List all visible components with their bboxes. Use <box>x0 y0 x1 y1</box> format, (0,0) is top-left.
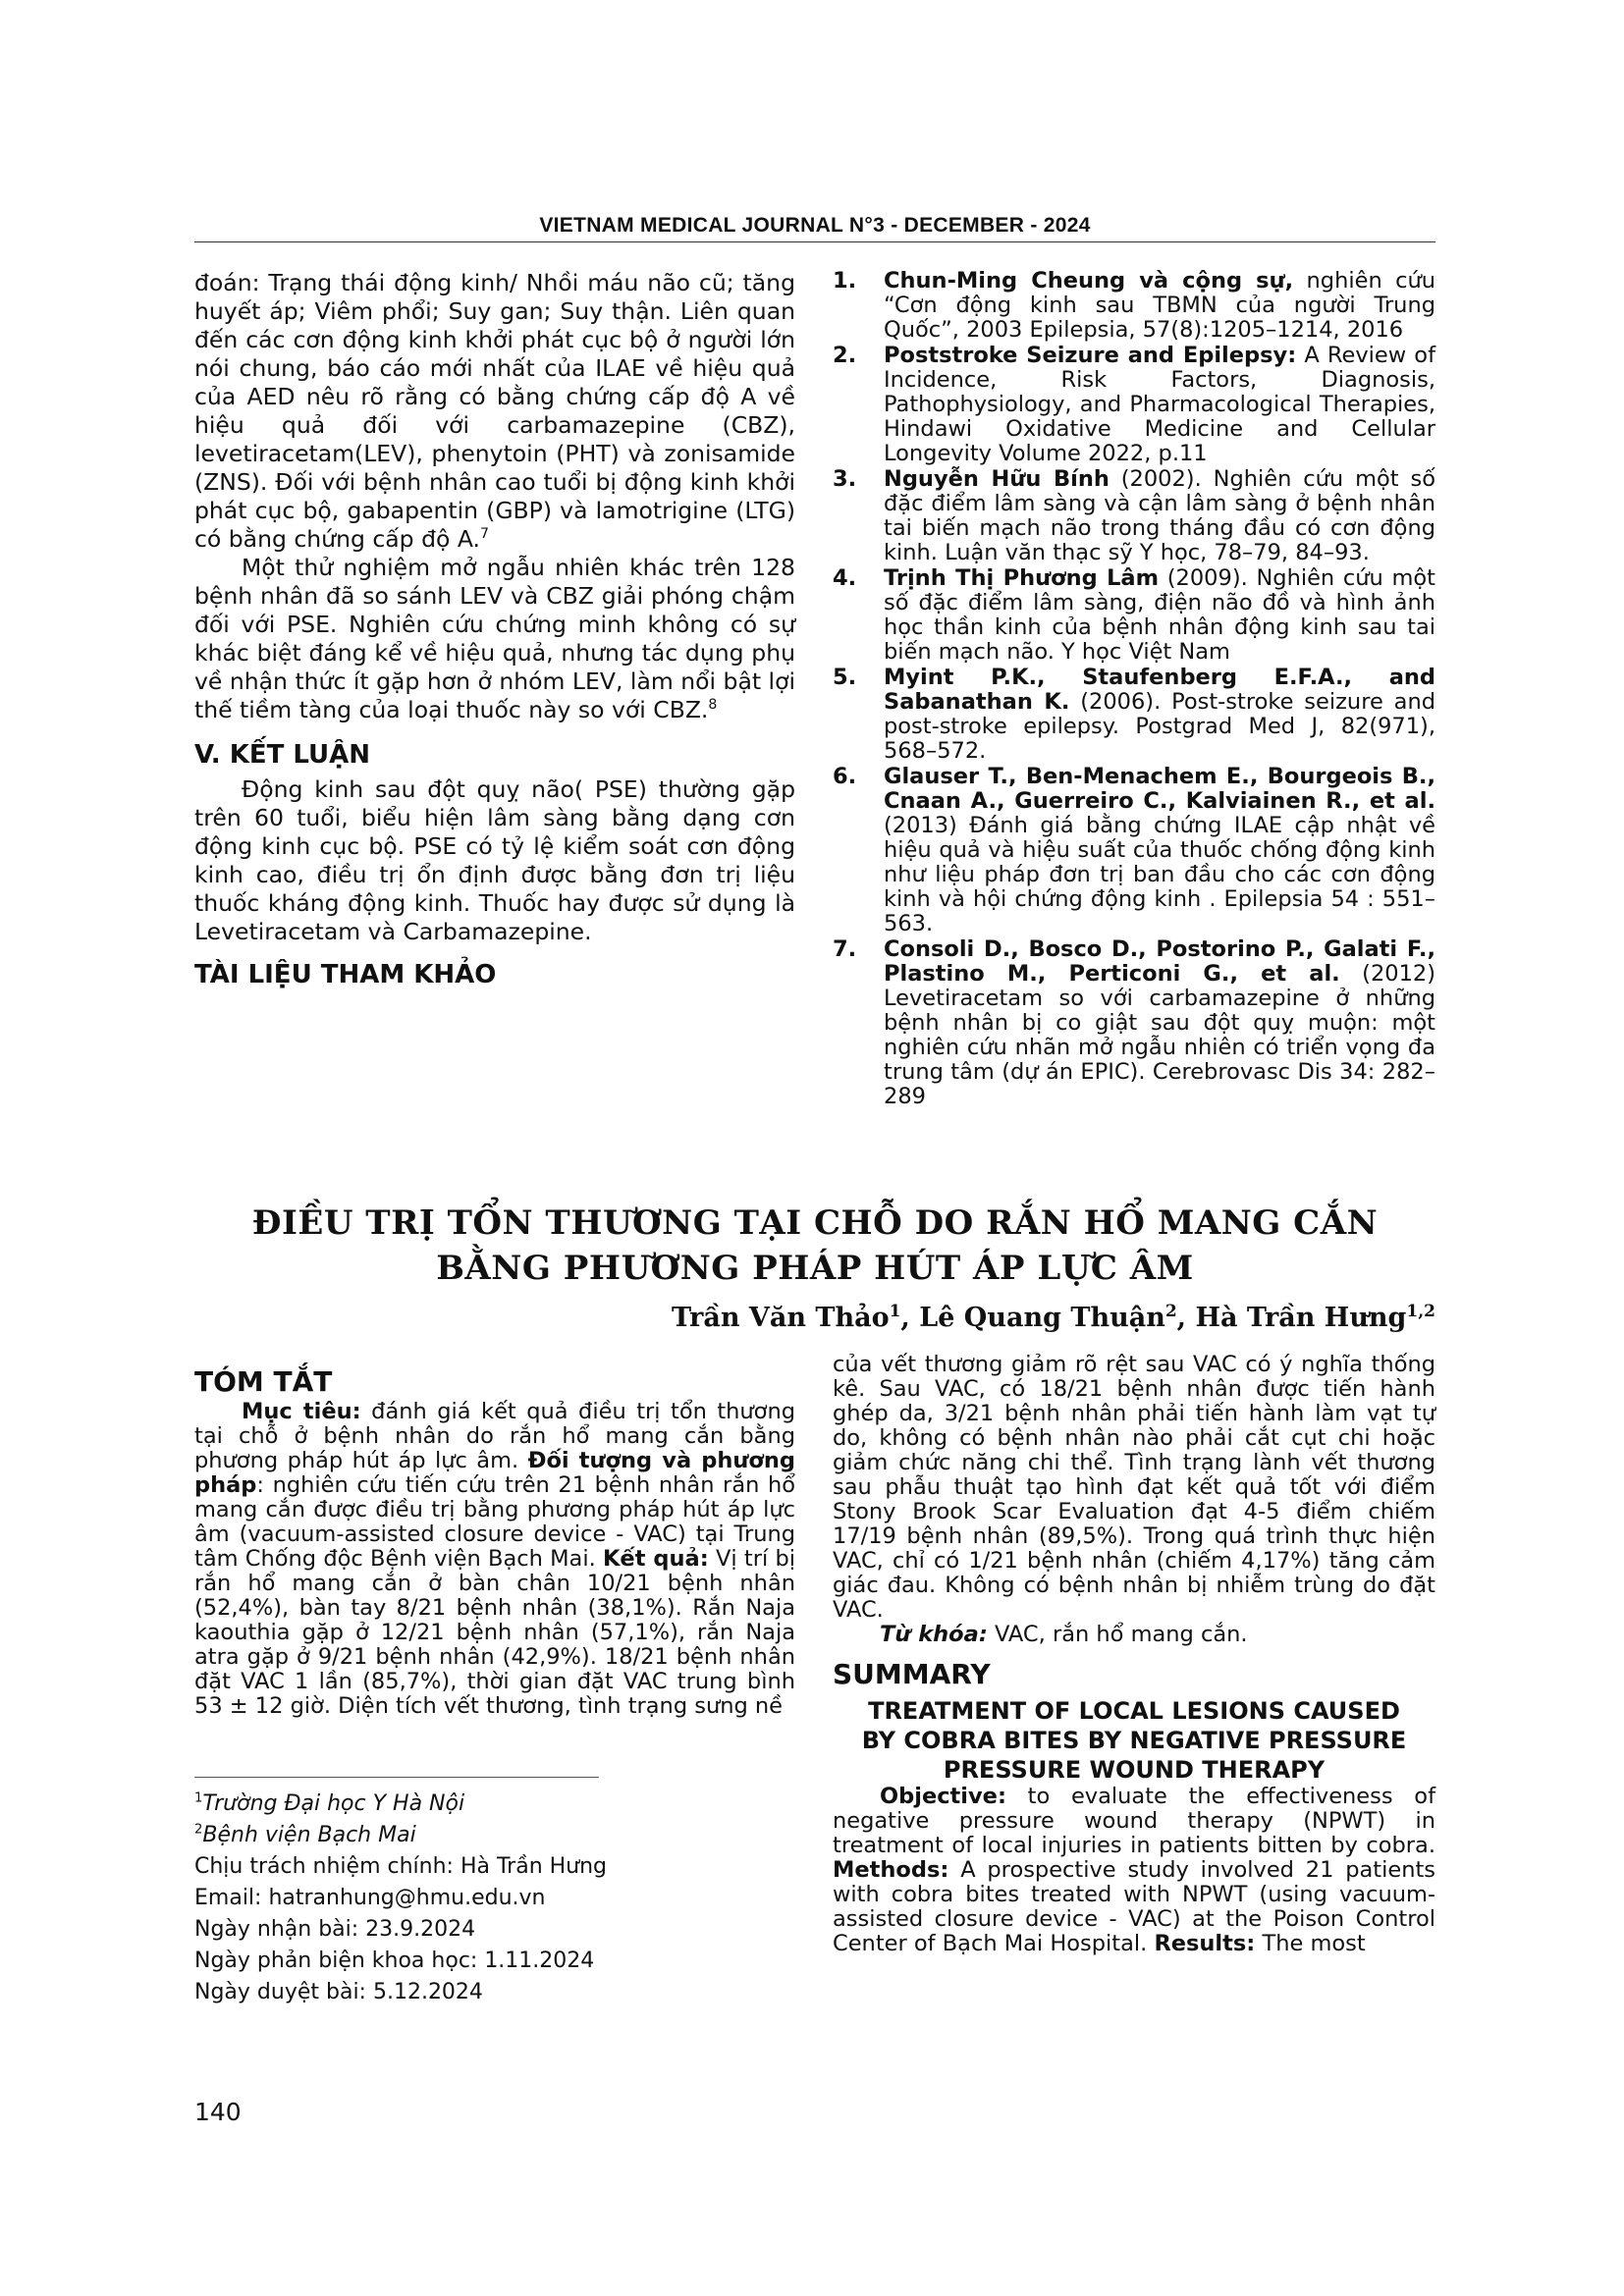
affiliation-text: Bệnh viện Bạch Mai <box>202 1823 416 1847</box>
article-title <box>194 1201 1435 1291</box>
keywords-text: VAC, rắn hổ mang cắn. <box>987 1622 1248 1647</box>
reference-item <box>833 566 1435 665</box>
upper-left-column <box>194 269 795 995</box>
section-heading-conclusion: V. KẾT LUẬN <box>194 740 371 770</box>
reference-number: 4. <box>833 565 857 591</box>
reference-authors: Myint P.K., Staufenberg E.F.A., and Sabanathan K. <box>884 665 1435 715</box>
paragraph-conclusion: Động kinh sau đột quỵ não( PSE) thường gặp trên 60 tuổi, biểu hiện lâm sàng bằng dạng cơn động kinh cục bộ. PSE có tỷ lệ kiểm soát cơn động kinh cao, điều trị ổn định được bằng đơn trị liệu thuốc kháng động kinh. Thuốc hay được sử dụng là Levetiracetam và Carbamazepine. <box>194 775 795 945</box>
summary-title <box>833 1696 1435 1785</box>
reference-authors: Chun-Ming Cheung và cộng sự, <box>884 268 1294 294</box>
authors-line: Trần Văn Thảo$^1$, Lê Quang Thuận$^2$, Hà Trần Hưng$^{1,2}$ <box>672 1302 1435 1333</box>
references-list <box>833 269 1435 1109</box>
author-affiliation-ref: 1 <box>889 1302 901 1321</box>
affiliation-1 <box>194 1789 795 1820</box>
reference-item <box>833 666 1435 764</box>
abstract-text: đánh giá kết quả điều trị tổn thương tại chỗ ở bệnh nhân do rắn hổ mang cắn bằng phương pháp hút áp lực âm. <box>194 1399 795 1473</box>
accepted-date: Ngày duyệt bài: 5.12.2024 <box>194 1980 483 2004</box>
reference-details: (2009). Nghiên cứu một số đặc điểm lâm sàng, điện não đồ và hình ảnh học thần kinh của bệnh nhân động kinh sau tai biến mạch não. Y học Việt Nam <box>884 565 1436 665</box>
paragraph-lev-cbz <box>194 554 795 724</box>
references-column <box>833 269 1435 1110</box>
reference-authors: Trịnh Thị Phương Lâm <box>884 565 1160 591</box>
journal-header: VIETNAM MEDICAL JOURNAL N°3 - DECEMBER - 2024 <box>539 214 1091 237</box>
label-objective: Mục tiêu: <box>242 1399 361 1424</box>
author-affiliation-ref: 1,2 <box>1406 1302 1435 1321</box>
label-methods: Đối tượng và phương pháp <box>194 1448 795 1498</box>
summary-text: The most <box>1255 1931 1366 1956</box>
summary-title-line: BY COBRA BITES BY NEGATIVE PRESSURE <box>861 1727 1407 1754</box>
abstract-heading: TÓM TẮT <box>194 1365 333 1398</box>
keywords <box>833 1623 1435 1647</box>
author-name: Lê Quang Thuận <box>919 1303 1165 1333</box>
abstract-paragraph <box>194 1400 795 1719</box>
summary-title-line: PRESSURE WOUND THERAPY <box>943 1756 1326 1784</box>
reference-item <box>833 344 1435 466</box>
header-rule <box>194 241 1435 242</box>
reference-details: A Review of Incidence, Risk Factors, Diagnosis, Pathophysiology, and Pharmacological Therapies, Hindawi Oxidative Medicine and Cellular Longevity Volume 2022, p.11 <box>884 343 1435 466</box>
reference-authors: Nguyễn Hữu Bính <box>884 466 1110 492</box>
affiliation-marker: 2 <box>194 1822 203 1838</box>
received-date: Ngày nhận bài: 23.9.2024 <box>194 1917 476 1942</box>
reference-number: 6. <box>833 764 857 789</box>
section-heading-references: TÀI LIỆU THAM KHẢO <box>194 960 497 989</box>
abstract-continued: của vết thương giảm rõ rệt sau VAC có ý nghĩa thống kê. Sau VAC, có 18/21 bệnh nhân được tiến hành ghép da, 3/21 bệnh nhân phải tiến hành làm vạt tự do, không có bệnh nhân nào phải cắt cụt chi hoặc giảm chức năng chi thể. Tình trạng lành vết thương sau phẫu thuật tạo hình đạt kết quả tốt với điểm Stony Brook Scar Evaluation đạt 4-5 điểm chiếm 17/19 bệnh nhân (89,5%). Trong quá trình thực hiện VAC, chỉ có 1/21 bệnh nhân (chiếm 4,17%) tăng cảm giác đau. Không có bệnh nhân bị nhiễm trùng do đặt VAC. <box>833 1352 1435 1623</box>
reference-number: 3. <box>833 466 857 492</box>
abstract-text: Vị trí bị rắn hổ mang cắn ở bàn chân 10/21 bệnh nhân (52,4%), bàn tay 8/21 bệnh nhân (38,1%). Rắn Naja kaouthia gặp ở 12/21 bệnh nhân (57,1%), rắn Naja atra gặp ở 9/21 bệnh nhân (42,9%). 18/21 bệnh nhân đặt VAC 1 lần (85,7%), thời gian đặt VAC trung bình 53 ± 12 giờ. Diện tích vết thương, tình trạng sưng nề <box>194 1546 795 1719</box>
reference-number: 1. <box>833 268 857 294</box>
email: Email: hatranhung@hmu.edu.vn <box>194 1886 546 1910</box>
abstract-left-column <box>194 1364 795 1719</box>
reference-number: 7. <box>833 936 857 962</box>
keywords-label: Từ khóa: <box>880 1622 988 1647</box>
author-name: Trần Văn Thảo <box>672 1303 890 1333</box>
label-objective: Objective: <box>880 1784 1006 1809</box>
paragraph-continued <box>194 269 795 554</box>
reference-authors: Consoli D., Bosco D., Postorino P., Galati F., Plastino M., Perticoni G., et al. <box>884 936 1435 987</box>
reference-item <box>833 937 1435 1109</box>
footnotes <box>194 1789 795 2008</box>
article-title-line: BẰNG PHƯƠNG PHÁP HÚT ÁP LỰC ÂM <box>436 1249 1194 1288</box>
author-name: Hà Trần Hưng <box>1195 1303 1407 1333</box>
reference-details: (2012) Levetiracetam so với carbamazepine ở những bệnh nhân bị co giật sau đột quỵ muộn: một nghiên cứu nhãn mở ngẫu nhiên có triển vọng đa trung tâm (dự án EPIC). Cerebrovasc Dis 34: 282–289 <box>884 961 1435 1109</box>
reference-authors: Glauser T., Ben-Menachem E., Bourgeois B., Cnaan A., Guerreiro C., Kalviainen R., et al. <box>884 764 1435 814</box>
label-results: Results: <box>1154 1931 1256 1956</box>
reference-details: (2013) Đánh giá bằng chứng ILAE cập nhật về hiệu quả và hiệu suất của thuốc chống động kinh như liệu pháp đơn trị ban đầu cho các cơn động kinh và hội chứng động kinh . Epilepsia 54 : 551–563. <box>884 813 1435 936</box>
reference-details: (2006). Post-stroke seizure and post-stroke epilepsy. Postgrad Med J, 82(971), 568–572. <box>884 689 1435 764</box>
reference-item <box>833 765 1435 936</box>
paragraph-text: Một thử nghiệm mở ngẫu nhiên khác trên 128 bệnh nhân đã so sánh LEV và CBZ giải phóng chậm đối với PSE. Nghiên cứu chứng minh không có sự khác biệt đáng kể về hiệu quả, nhưng tác dụng phụ về nhận thức ít gặp hơn ở nhóm LEV, làm nổi bật lợi thế tiềm tàng của loại thuốc này so với CBZ. <box>194 554 795 723</box>
citation-ref: 8 <box>708 697 718 714</box>
reference-number: 2. <box>833 343 857 368</box>
label-results: Kết quả: <box>603 1546 709 1572</box>
reference-item <box>833 269 1435 343</box>
abstract-right-column <box>833 1353 1435 1956</box>
summary-title-line: TREATMENT OF LOCAL LESIONS CAUSED <box>868 1697 1400 1725</box>
reviewed-date: Ngày phản biện khoa học: 1.11.2024 <box>194 1949 595 1973</box>
summary-text: to evaluate the effectiveness of negative pressure wound therapy (NPWT) in treatment of local injuries in patients bitten by cobra. <box>833 1784 1435 1858</box>
reference-details: (2002). Nghiên cứu một số đặc điểm lâm sàng và cận lâm sàng ở bệnh nhân tai biến mạch não trong tháng đầu có cơn động kinh. Luận văn thạc sỹ Y học, 78–79, 84–93. <box>884 466 1435 565</box>
reference-number: 5. <box>833 665 857 690</box>
summary-paragraph <box>833 1785 1435 1956</box>
reference-authors: Poststroke Seizure and Epilepsy: <box>884 343 1297 368</box>
citation-ref: 7 <box>479 526 489 543</box>
summary-heading: SUMMARY <box>833 1658 991 1690</box>
article-title-line: ĐIỀU TRỊ TỔN THƯƠNG TẠI CHỖ DO RẮN HỔ MANG CẮN <box>251 1203 1379 1243</box>
reference-item <box>833 467 1435 565</box>
affiliation-marker: 1 <box>194 1790 203 1806</box>
reference-details: nghiên cứu “Cơn động kinh sau TBMN của người Trung Quốc”, 2003 Epilepsia, 57(8):1205–1214, 2016 <box>884 268 1435 343</box>
label-methods: Methods: <box>833 1857 949 1883</box>
footnote-rule <box>194 1777 599 1778</box>
affiliation-text: Trường Đại học Y Hà Nội <box>202 1791 465 1816</box>
page-number: 140 <box>194 2098 242 2126</box>
abstract-text: : nghiên cứu tiến cứu trên 21 bệnh nhân rắn hổ mang cắn được điều trị bằng phương pháp hút áp lực âm (vacuum-assisted closure device - VAC) tại Trung tâm Chống độc Bệnh viện Bạch Mai. <box>194 1472 795 1572</box>
paragraph-text: đoán: Trạng thái động kinh/ Nhồi máu não cũ; tăng huyết áp; Viêm phổi; Suy gan; Suy thận. Liên quan đến các cơn động kinh khởi phát cục bộ ở người lớn nói chung, báo cáo mới nhất của ILAE về hiệu quả của AED nêu rõ rằng có bằng chứng cấp độ A về hiệu quả đối với carbamazepine (CBZ), levetiracetam(LEV), phenytoin (PHT) và zonisamide (ZNS). Đối với bệnh nhân cao tuổi bị động kinh khởi phát cục bộ, gabapentin (GBP) và lamotrigine (LTG) có bằng chứng cấp độ A. <box>194 269 795 553</box>
affiliation-2 <box>194 1820 795 1851</box>
summary-text: A prospective study involved 21 patients with cobra bites treated with NPWT (using vacuum-assisted closure device - VAC) at the Poison Control Center of Bạch Mai Hospital. <box>833 1857 1435 1956</box>
author-affiliation-ref: 2 <box>1164 1302 1177 1321</box>
corresponding-author: Chịu trách nhiệm chính: Hà Trần Hưng <box>194 1854 608 1879</box>
